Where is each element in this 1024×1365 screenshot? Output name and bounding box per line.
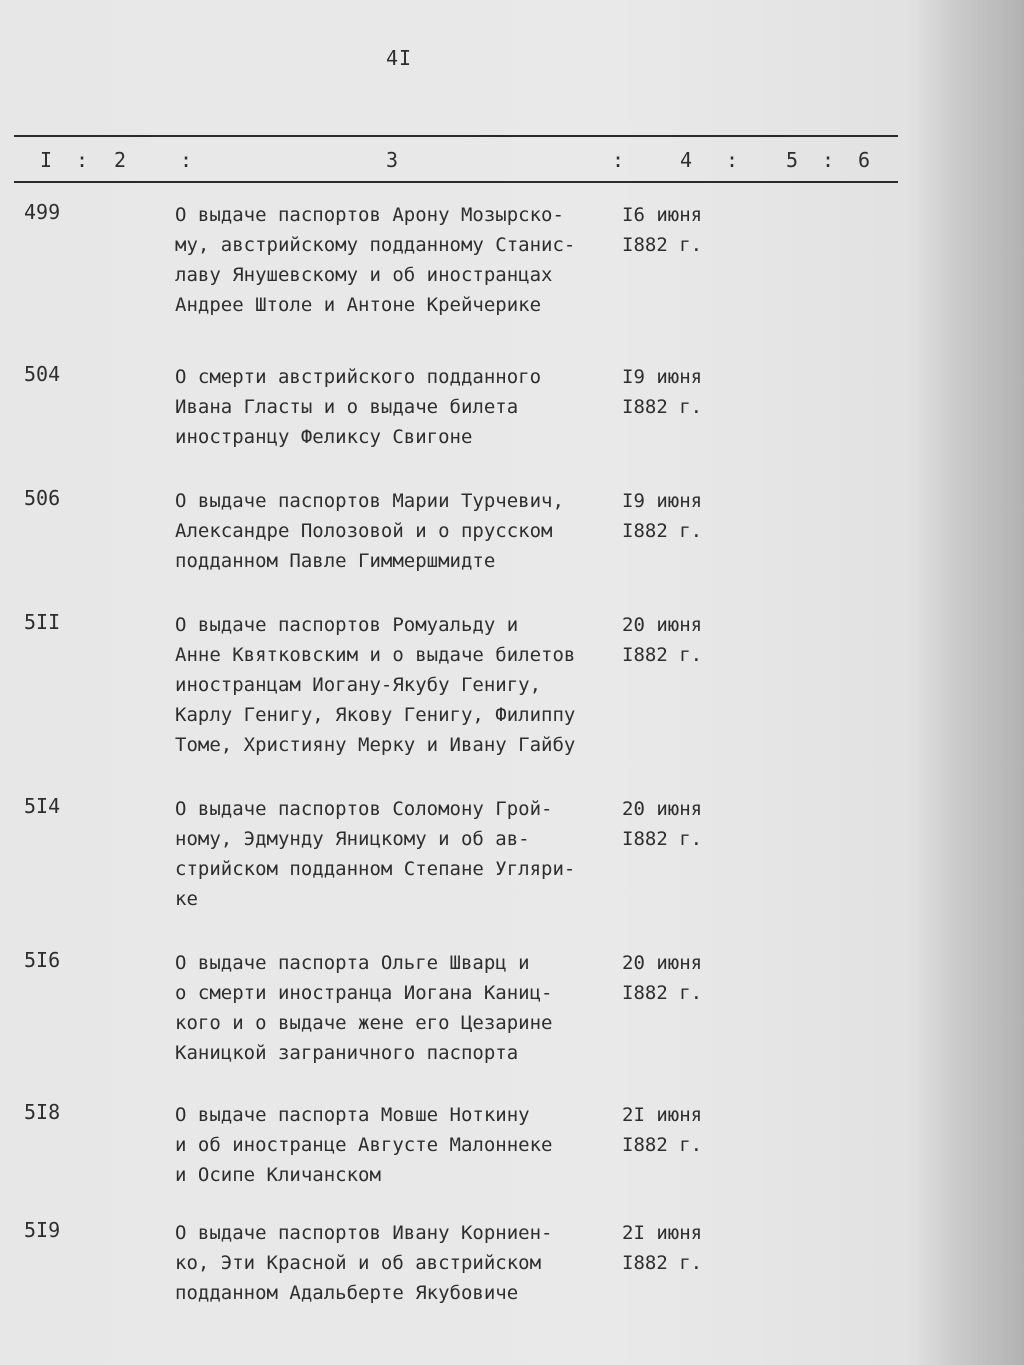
entry-line: Ивана Гласты и о выдаче билета <box>175 396 519 418</box>
entry-date-year: I882 г. <box>622 1252 703 1274</box>
entry-line: ному, Эдмунду Яницкому и об ав- <box>175 828 530 850</box>
entry-date <box>622 610 732 670</box>
entry-number: 5I6 <box>24 948 61 972</box>
entry-date <box>622 486 732 546</box>
column-header-6: 6 <box>858 148 871 172</box>
entry-date-year: I882 г. <box>622 1134 703 1156</box>
entry-number: 499 <box>24 200 61 224</box>
entry-date <box>622 200 732 260</box>
entry-description <box>175 610 625 760</box>
entry-date-day: 2I июня <box>622 1222 703 1244</box>
entry-date-day: I6 июня <box>622 204 703 226</box>
entry-line: О выдаче паспорта Мовше Ноткину <box>175 1104 530 1126</box>
entry-line: О выдаче паспортов Ромуальду и <box>175 614 519 636</box>
entry-number: 5II <box>24 610 61 634</box>
entry-date-day: I9 июня <box>622 366 703 388</box>
column-separator: : <box>76 148 89 172</box>
column-separator: : <box>726 148 739 172</box>
entry-line: му, австрийскому подданному Станис- <box>175 234 576 256</box>
column-header-3: 3 <box>386 148 399 172</box>
entry-line: Александре Полозовой и о прусском <box>175 520 553 542</box>
entry-line: ке <box>175 888 198 910</box>
entry-line: Анне Квятковским и о выдаче билетов <box>175 644 576 666</box>
entry-description <box>175 794 625 914</box>
entry-description <box>175 200 625 320</box>
entry-line: Каницкой заграничного паспорта <box>175 1042 519 1064</box>
entry-description <box>175 486 625 576</box>
entry-line: стрийском подданном Степане Угляри- <box>175 858 576 880</box>
entry-date-day: I9 июня <box>622 490 703 512</box>
column-header-1: I <box>40 148 53 172</box>
entry-line: Карлу Генигу, Якову Генигу, Филиппу <box>175 704 576 726</box>
entry-date-year: I882 г. <box>622 644 703 666</box>
entry-number: 5I8 <box>24 1100 61 1124</box>
entry-line: подданном Адальберте Якубовиче <box>175 1282 519 1304</box>
entry-description <box>175 948 625 1068</box>
entry-date-year: I882 г. <box>622 396 703 418</box>
entry-date-day: 2I июня <box>622 1104 703 1126</box>
entry-line: иностранцу Феликсу Свигоне <box>175 426 473 448</box>
entry-date-day: 20 июня <box>622 952 703 974</box>
entry-number: 5I4 <box>24 794 61 818</box>
column-header-4: 4 <box>680 148 693 172</box>
entry-number: 5I9 <box>24 1218 61 1242</box>
column-separator: : <box>180 148 193 172</box>
entry-line: кого и о выдаче жене его Цезарине <box>175 1012 553 1034</box>
entry-line: О выдаче паспортов Марии Турчевич, <box>175 490 564 512</box>
entry-line: Томе, Християну Мерку и Ивану Гайбу <box>175 734 576 756</box>
header-rule-bottom <box>14 181 898 183</box>
entry-description <box>175 1100 625 1190</box>
entry-description <box>175 362 625 452</box>
header-rule-top <box>14 135 898 137</box>
column-header-5: 5 <box>786 148 799 172</box>
entry-line: О выдаче паспортов Соломону Грой- <box>175 798 553 820</box>
entry-date <box>622 362 732 422</box>
entry-line: Андрее Штоле и Антоне Крейчерике <box>175 294 542 316</box>
entry-line: О выдаче паспорта Ольге Шварц и <box>175 952 530 974</box>
entry-number: 504 <box>24 362 61 386</box>
entry-line: и Осипе Кличанском <box>175 1164 381 1186</box>
entry-date-year: I882 г. <box>622 234 703 256</box>
entry-line: О выдаче паспортов Арону Мозырско- <box>175 204 564 226</box>
entry-date-year: I882 г. <box>622 828 703 850</box>
entry-line: подданном Павле Гиммершмидте <box>175 550 496 572</box>
column-header-2: 2 <box>114 148 127 172</box>
entry-line: О смерти австрийского подданного <box>175 366 542 388</box>
entry-date-year: I882 г. <box>622 520 703 542</box>
entry-line: и об иностранце Августе Малоннеке <box>175 1134 553 1156</box>
entry-date-day: 20 июня <box>622 798 703 820</box>
entry-date <box>622 948 732 1008</box>
entry-date <box>622 1100 732 1160</box>
page-number: 4I <box>386 46 413 70</box>
entry-line: о смерти иностранца Иогана Каниц- <box>175 982 553 1004</box>
entry-date-year: I882 г. <box>622 982 703 1004</box>
entry-line: О выдаче паспортов Ивану Корниен- <box>175 1222 553 1244</box>
column-separator: : <box>822 148 835 172</box>
column-separator: : <box>612 148 625 172</box>
entry-line: иностранцам Иогану-Якубу Генигу, <box>175 674 542 696</box>
entry-date <box>622 794 732 854</box>
entry-number: 506 <box>24 486 61 510</box>
entry-date-day: 20 июня <box>622 614 703 636</box>
entry-date <box>622 1218 732 1278</box>
page-edge-shadow <box>914 0 1024 1365</box>
entry-line: ко, Эти Красной и об австрийском <box>175 1252 542 1274</box>
entry-description <box>175 1218 625 1308</box>
entry-line: лаву Янушевскому и об иностранцах <box>175 264 553 286</box>
